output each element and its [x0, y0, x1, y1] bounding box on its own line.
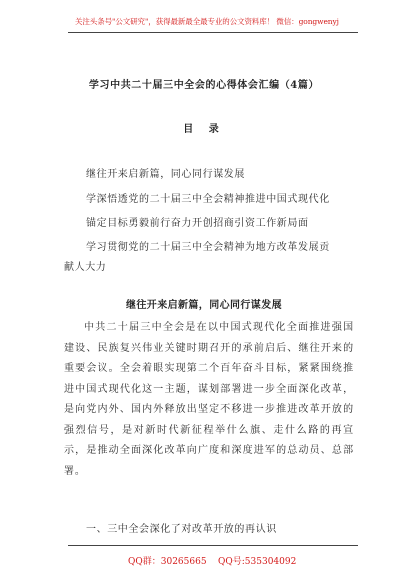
- toc-item-4-continued: 献人大力: [64, 262, 107, 273]
- header-promo-note: 关注头条号"公文研究"，获得最新最全最专业的公文资料库！ 微信：gongwenyj: [75, 17, 339, 26]
- body-paragraph: 中共二十届三中全会是在以中国式现代化全面推进强国建设、民族复兴伟业关键时期召开的承前启后、继往开来的重要会议。全会着眼实现第二个百年奋斗目标，紧紧围绕推进中国式现代化这一主题，谋划部署进一步全面深化改革，是向党内外、国内外释放出坚定不移进一步推进改革开放的强烈信号，是对新时代新征程举什么旗、走什么路的再宣示，是推动全面深化改革向广度和深度进军的总动员、总部署。: [64, 322, 354, 477]
- section-title: 继往开来启新篇，同心同行谋发展: [126, 300, 282, 311]
- footer-qq-group: QQ群：30265665: [128, 557, 207, 567]
- document-title: 学习中共二十届三中全会的心得体会汇编（4篇）: [88, 80, 320, 91]
- footer-divider: [68, 545, 358, 546]
- footer-qq-number: QQ号:535304092: [218, 557, 297, 567]
- toc-item-1: 继往开来启新篇，同心同行谋发展: [86, 169, 245, 180]
- header-divider: [68, 32, 358, 33]
- toc-heading: 目 录: [183, 124, 225, 135]
- toc-item-4: 学习贯彻党的二十届三中全会精神为地方改革发展贡: [86, 242, 330, 253]
- toc-item-3: 锚定目标勇毅前行奋力开创招商引资工作新局面: [86, 218, 309, 229]
- toc-item-2: 学深悟透党的二十届三中全会精神推进中国式现代化: [86, 194, 330, 205]
- sub-heading: 一、三中全会深化了对改革开放的再认识: [86, 524, 277, 535]
